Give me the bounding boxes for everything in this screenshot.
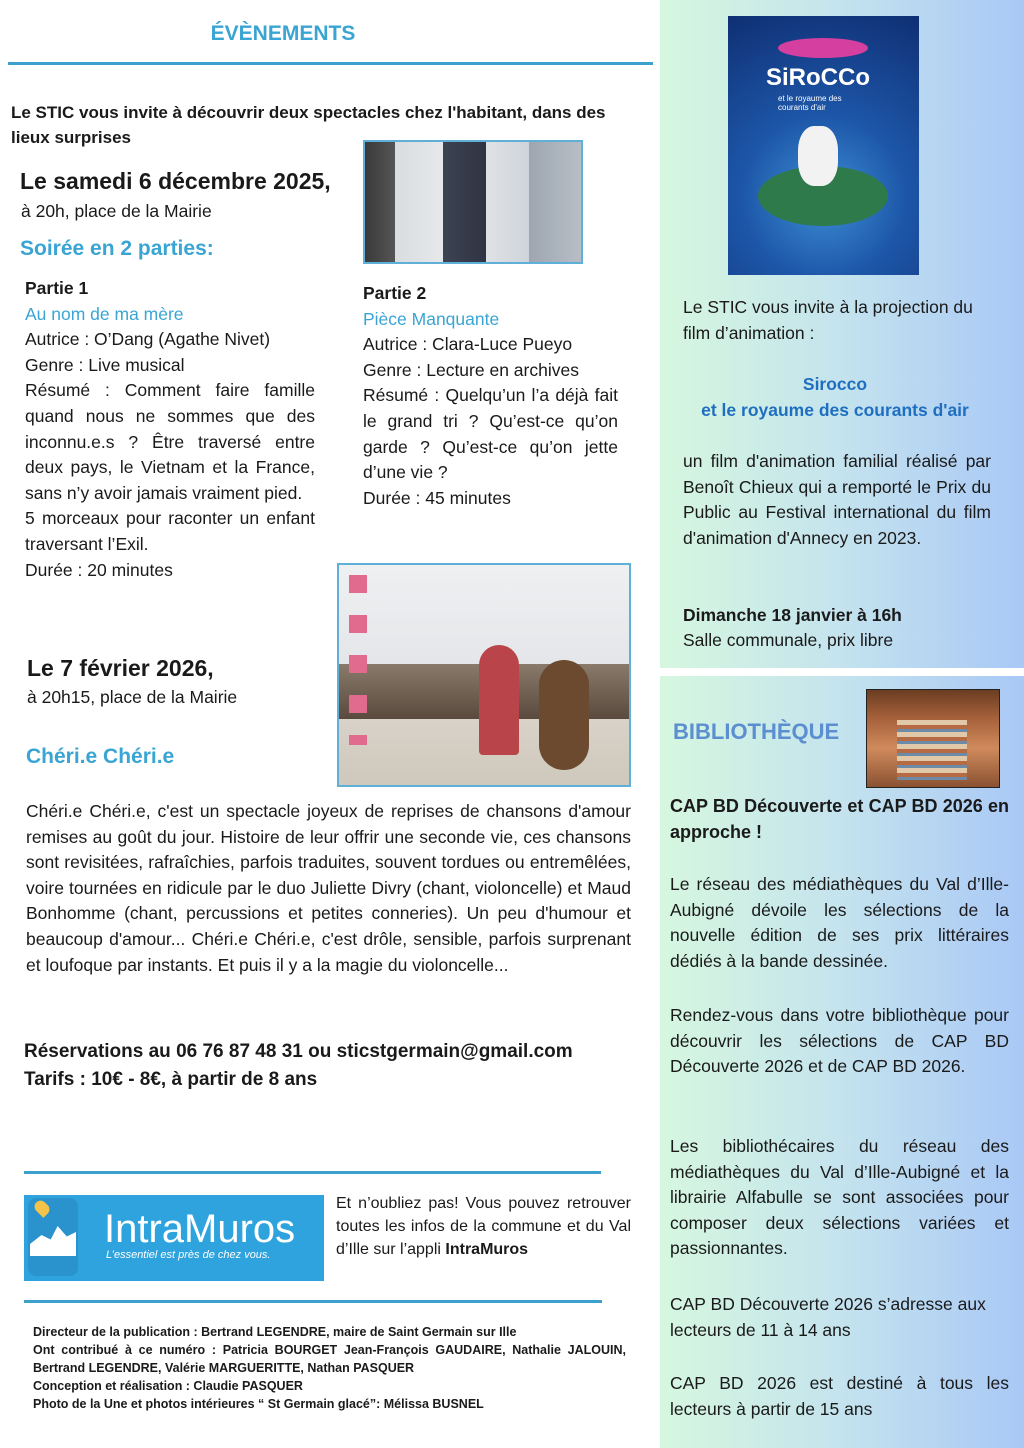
part1-title: Au nom de ma mère [25,303,184,324]
credits [33,1323,626,1413]
intramuros-tagline: L’essentiel est près de chez vous. [106,1249,271,1261]
event2-place: à 20h15, place de la Mairie [27,687,238,707]
credit-line: Photo de la Une et photos intérieures “ St Germain glacé”: Mélissa BUSNEL [33,1397,484,1411]
part1-genre: Genre : Live musical [25,354,185,375]
film-title-line2: et le royaume des courants d'air [701,399,969,420]
intramuros-message: Et n’oubliez pas! Vous pouvez retrouver toutes les infos de la commune et du Val d’Ille sur l’appli [336,1195,631,1258]
archives-photo [363,140,583,264]
reservations: Réservations au 06 76 87 48 31 ou sticstgermain@gmail.com [24,1041,573,1062]
library-paragraph: CAP BD Découverte 2026 s’adresse aux lecteurs de 11 à 14 ans [670,1294,986,1340]
cinema-intro: Le STIC vous invite à la projection du film d’animation : [683,297,973,343]
library-paragraph: Les bibliothécaires du réseau des médiathèques du Val d’Ille-Aubigné et la librairie Alfabulle se sont associées pour composer deux sélections variées et passionnantes. [670,1136,1009,1259]
concert-photo [337,563,631,787]
part1-extra: 5 morceaux pour raconter un enfant traversant l’Exil. [25,508,315,554]
event1-place: à 20h, place de la Mairie [21,201,212,221]
intramuros-text [336,1192,631,1261]
books-photo [866,689,1000,788]
sirocco-poster [728,16,919,275]
part1-label: Partie 1 [25,278,89,298]
part2-duration: Durée : 45 minutes [363,487,511,508]
intramuros-logo-name: IntraMuros [104,1207,296,1251]
event2-date: Le 7 février 2026, [27,655,214,681]
intramuros-app-name: IntraMuros [445,1241,529,1258]
booking-info [24,1038,573,1094]
event2-description: Chéri.e Chéri.e, c'est un spectacle joyeux de reprises de chansons d'amour remises au goût du jour. Histoire de leur offrir une seconde vie, ces chansons sont revisitées, rafraîchies, parfois traduites, souvent tordues ou entremêlées, voire tournées en ridicule par le duo Juliette Divry (chant, violoncelle) et Maud Bonhomme (chant, percussions et petites conneries). Un peu d'humour et beaucoup d'amour... Chéri.e Chéri.e, c'est drôle, sensible, parfois surprenant et loufoque par instants. Et puis il y a la magie du violoncelle... [26,801,631,975]
event2-title: Chéri.e Chéri.e [26,745,175,768]
section-title-events: ÉVÈNEMENTS [210,22,356,45]
intramuros-app-icon [28,1198,78,1276]
screening-date: Dimanche 18 janvier à 16h [683,605,902,625]
library-headline: CAP BD Découverte et CAP BD 2026 en approche ! [670,796,1009,842]
part2-genre: Genre : Lecture en archives [363,359,579,380]
intramuros-logo[interactable] [24,1195,324,1281]
library-paragraph: Rendez-vous dans votre bibliothèque pour découvrir les sélections de CAP BD Découverte 2026 et de CAP BD 2026. [670,1005,1009,1077]
credit-line: Directeur de la publication : Bertrand LEGENDRE, maire de Saint Germain sur Ille [33,1325,517,1339]
part2-title: Pièce Manquante [363,308,500,329]
poster-title: SiRoCCo [766,64,870,91]
screening-place: Salle communale, prix libre [683,630,894,650]
part1-author: Autrice : O’Dang (Agathe Nivet) [25,329,271,350]
events-intro: Le STIC vous invite à découvrir deux spectacles chez l'habitant, dans des lieux surprises [11,103,606,147]
part2-label: Partie 2 [363,283,427,303]
divider [24,1171,601,1174]
part1-summary: Résumé : Comment faire famille quand nous ne sommes que des inconnu.e.s ? Être traversé entre deux pays, le Vietnam et la France, sans n’y avoir jamais vraiment pied. [25,380,315,503]
part2-author: Autrice : Clara-Luce Pueyo [363,334,573,355]
event1-subtitle: Soirée en 2 parties: [20,237,214,260]
library-paragraph: CAP BD 2026 est destiné à tous les lecteurs à partir de 15 ans [670,1373,1009,1419]
credit-line: Ont contribué à ce numéro : Patricia BOURGET Jean-François GAUDAIRE, Nathalie JALOUIN, Bertrand LEGENDRE, Valérie MARGUERITTE, Nathan PASQUER [33,1343,626,1375]
part1-duration: Durée : 20 minutes [25,559,173,580]
tarifs: Tarifs : 10€ - 8€, à partir de 8 ans [24,1069,318,1090]
divider [24,1300,602,1303]
library-title: BIBLIOTHÈQUE [673,719,840,744]
divider [8,62,653,65]
part2 [363,281,618,511]
part1 [25,276,315,583]
film-description: un film d'animation familial réalisé par Benoît Chieux qui a remporté le Prix du Public au Festival international du film d'animation d'Annecy en 2023. [683,451,991,548]
credit-line: Conception et réalisation : Claudie PASQUER [33,1379,303,1393]
event1-date: Le samedi 6 décembre 2025, [20,168,331,194]
library-paragraph: Le réseau des médiathèques du Val d’Ille-Aubigné dévoile les sélections de la nouvelle édition de ses prix littéraires dédiés à la bande dessinée. [670,874,1009,971]
part2-summary: Résumé : Quelqu’un l’a déjà fait le grand tri ? Qu’est-ce qu’on garde ? Qu’est-ce qu’on jette d’une vie ? [363,385,618,483]
film-title [660,372,1010,423]
poster-subtitle: et le royaume des courants d'air [778,94,842,112]
film-title-line1: Sirocco [802,374,868,394]
